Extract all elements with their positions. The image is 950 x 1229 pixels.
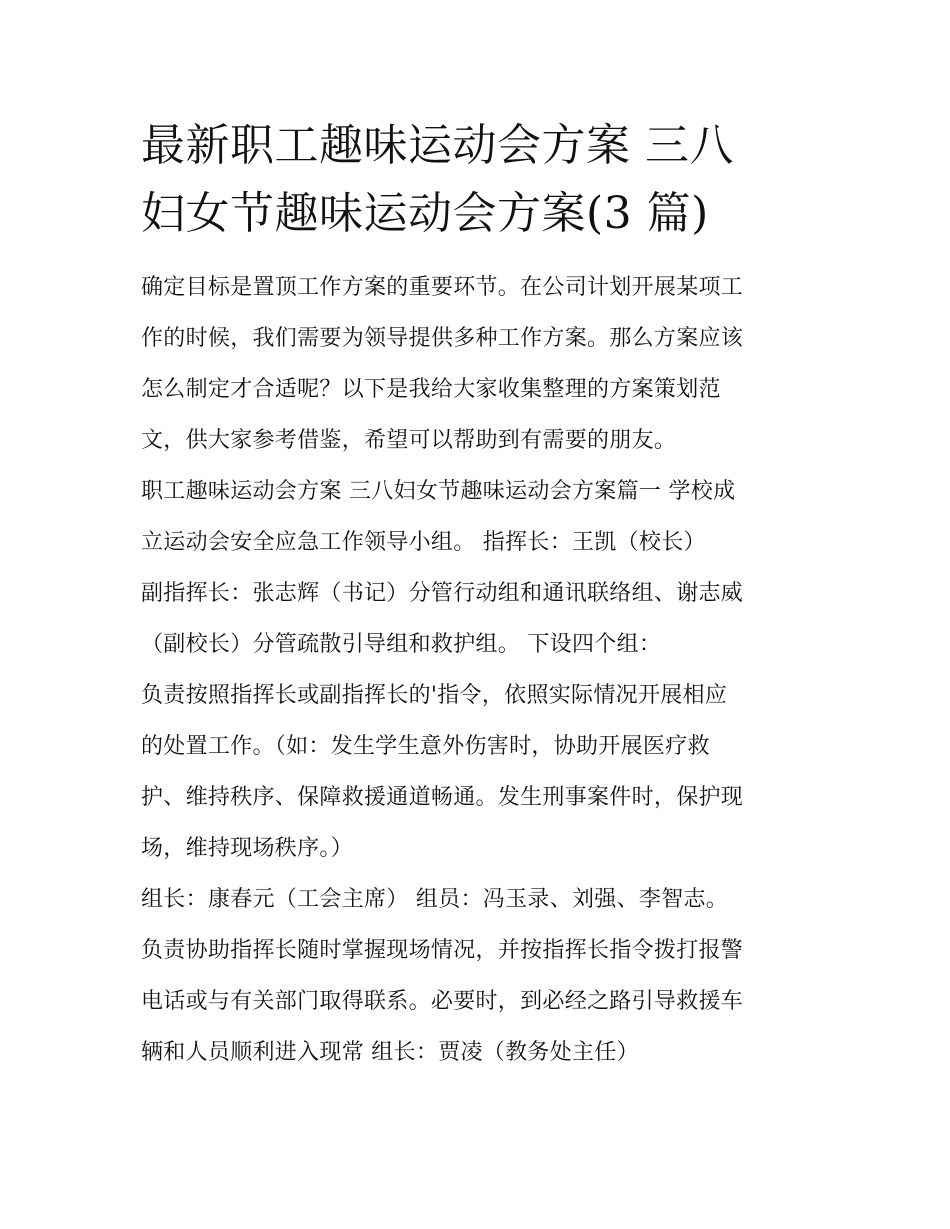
- body-line: （副校长）分管疏散引导组和救护组。 下设四个组：: [141, 632, 662, 657]
- document-title: [141, 112, 816, 248]
- body-line: 场，维持现场秩序。）: [141, 836, 354, 861]
- body-line: 负责按照指挥长或副指挥长的'指令，依照实际情况开展相应: [141, 683, 728, 708]
- body-line: 电话或与有关部门取得联系。必要时，到必经之路引导救援车: [141, 989, 744, 1014]
- title-line: 妇女节趣味运动会方案(3 篇): [141, 188, 709, 239]
- body-line: 护、维持秩序、保障救援通道畅通。发生刑事案件时，保护现: [141, 785, 744, 810]
- body-line: 文，供大家参考借鉴，希望可以帮助到有需要的朋友。: [141, 428, 677, 453]
- body-line: 立运动会安全应急工作领导小组。 指挥长：王凯（校长）: [141, 530, 706, 555]
- body-line: 组长：康春元（工会主席） 组员：冯玉录、刘强、李智志。: [141, 887, 729, 912]
- body-line: 的处置工作。（如：发生学生意外伤害时，协助开展医疗救: [141, 734, 710, 759]
- title-line: 最新职工趣味运动会方案 三八: [141, 120, 734, 171]
- body-line: 负责协助指挥长随时掌握现场情况，并按指挥长指令拨打报警: [141, 938, 744, 963]
- body-line: 职工趣味运动会方案 三八妇女节趣味运动会方案篇一 学校成: [141, 479, 736, 504]
- body-line: 辆和人员顺利进入现常 组长：贾凌（教务处主任）: [141, 1040, 639, 1065]
- document-page: [141, 112, 816, 1078]
- document-body: [141, 262, 816, 1078]
- body-line: 作的时候，我们需要为领导提供多种工作方案。那么方案应该: [141, 326, 744, 351]
- body-line: 怎么制定才合适呢？以下是我给大家收集整理的方案策划范: [141, 377, 721, 402]
- body-line: 确定目标是置顶工作方案的重要环节。在公司计划开展某项工: [141, 275, 744, 300]
- body-line: 副指挥长：张志辉（书记）分管行动组和通讯联络组、谢志威: [141, 581, 744, 606]
